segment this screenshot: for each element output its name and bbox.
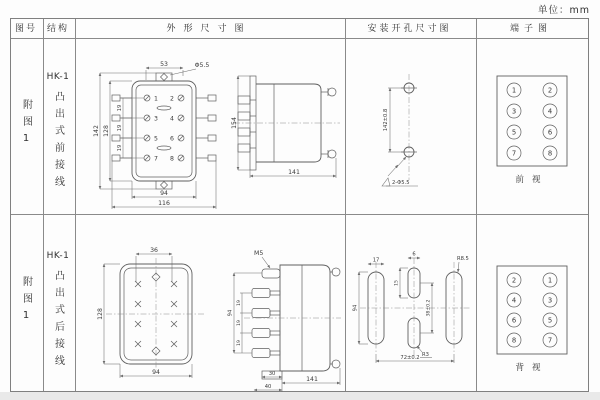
dim-38-tol: 38±0.2: [426, 299, 432, 317]
dim-141: 141: [288, 169, 300, 176]
col-header-mounting: 安装开孔尺寸图: [367, 24, 452, 34]
col-header-structure: 结构: [46, 24, 69, 34]
row1-model: HK-1: [46, 72, 70, 82]
col-header-terminal: 端子图: [509, 24, 552, 34]
dim-30: 30: [268, 371, 276, 377]
row2-outline-front-drawing: [90, 244, 222, 386]
row2-terminal-diagram: [482, 264, 582, 376]
table-gridline: [11, 38, 588, 39]
radius-r85: R8.5: [457, 256, 469, 262]
thread-label-m5: M5: [254, 250, 264, 257]
dim-17: 17: [372, 257, 380, 264]
page-edge-shadow: [0, 392, 600, 400]
terminal-no-2: 2: [170, 95, 174, 103]
dim-53: 53: [160, 61, 168, 68]
side-terminal-studs: [238, 96, 256, 152]
radius-r3: R3: [422, 352, 429, 358]
svg-text:6: 6: [547, 128, 553, 137]
row1-outline-side-drawing: [230, 62, 342, 184]
svg-text:7: 7: [511, 149, 517, 158]
row2-structure-cell: [42, 213, 74, 400]
terminal-no-1: 1: [154, 95, 158, 103]
dim-142: 142: [93, 125, 100, 137]
terminal-no-5: 5: [154, 135, 158, 143]
svg-text:4: 4: [511, 296, 517, 305]
dim-hole-dia: Φ5.5: [194, 62, 210, 69]
terminal-no-8: 8: [170, 155, 174, 163]
dim-36: 36: [150, 247, 158, 254]
holes-callout: 2-Φ5.5: [392, 180, 410, 186]
row1-structure: 凸出式前接线: [52, 91, 64, 193]
table-gridline: [345, 19, 346, 391]
row2-fig-no-cell: [10, 213, 42, 390]
terminal-no-4: 4: [170, 115, 174, 123]
dim-141-r2: 141: [306, 376, 318, 383]
row1-mounting-drawing: [352, 62, 467, 207]
dim-128-r2: 128: [97, 308, 104, 320]
dim-116: 116: [158, 200, 170, 207]
dim-154: 154: [231, 117, 238, 129]
svg-text:3: 3: [547, 296, 553, 305]
col-header-fig-no: 图号: [14, 24, 37, 34]
row2-model: HK-1: [46, 251, 70, 261]
row2-structure: 凸出式后接线: [52, 270, 64, 372]
row1-fig-no: 附图1: [20, 99, 32, 151]
dim-94: 94: [160, 190, 168, 197]
row1-terminal-caption: 前视: [515, 175, 549, 185]
dim-72-tol: 72±0.2: [400, 355, 420, 361]
svg-text:8: 8: [547, 149, 553, 158]
dim-pitch-19a: 19: [117, 104, 123, 112]
col-header-outline: 外形尺寸图: [166, 24, 252, 34]
dim-142-tol: 142±0.8: [383, 108, 389, 132]
bottom-mounting-hole: [161, 182, 168, 189]
svg-text:2: 2: [511, 276, 517, 285]
dim-6: 6: [412, 251, 416, 258]
row1-terminal-diagram: [482, 72, 582, 186]
top-mounting-hole: [161, 74, 168, 81]
svg-text:1: 1: [511, 86, 517, 95]
terminal-circles: [507, 83, 557, 160]
svg-text:3: 3: [511, 107, 517, 116]
row2-mounting-drawing: [352, 250, 477, 365]
dim-pitch-19c: 19: [117, 144, 123, 152]
dim-pitch-19b: 19: [117, 124, 123, 132]
dim-40: 40: [264, 384, 272, 390]
dim-15: 15: [394, 280, 400, 286]
dim-94-side: 94: [227, 309, 234, 317]
svg-text:5: 5: [511, 128, 517, 137]
svg-text:6: 6: [511, 316, 517, 325]
svg-text:19: 19: [237, 340, 242, 346]
svg-text:2: 2: [547, 86, 553, 95]
unit-label: 单位：mm: [537, 5, 590, 16]
row2-fig-no: 附图1: [20, 275, 32, 328]
svg-text:4: 4: [547, 107, 553, 116]
table-gridline: [11, 214, 588, 215]
svg-text:8: 8: [511, 336, 517, 345]
row2-terminal-caption: 背视: [515, 363, 549, 373]
terminal-no-6: 6: [170, 135, 174, 143]
dim-94-r2: 94: [152, 369, 160, 376]
row1-fig-no-cell: [10, 37, 42, 213]
dim-94-slot: 94: [352, 304, 359, 312]
row1-outline-front-drawing: [90, 58, 232, 214]
svg-text:1: 1: [547, 276, 553, 285]
terminal-no-7: 7: [154, 155, 158, 163]
svg-text:19: 19: [237, 320, 242, 326]
dim-128: 128: [103, 125, 110, 137]
row2-outline-side-drawing: [226, 243, 342, 393]
terminal-studs: [112, 95, 216, 163]
svg-text:5: 5: [547, 316, 553, 325]
svg-text:7: 7: [547, 336, 553, 345]
table-gridline: [75, 19, 76, 391]
rear-terminal-studs: [252, 269, 282, 379]
terminal-no-3: 3: [154, 115, 158, 123]
svg-text:19: 19: [237, 300, 242, 306]
terminal-circles: [507, 273, 557, 347]
